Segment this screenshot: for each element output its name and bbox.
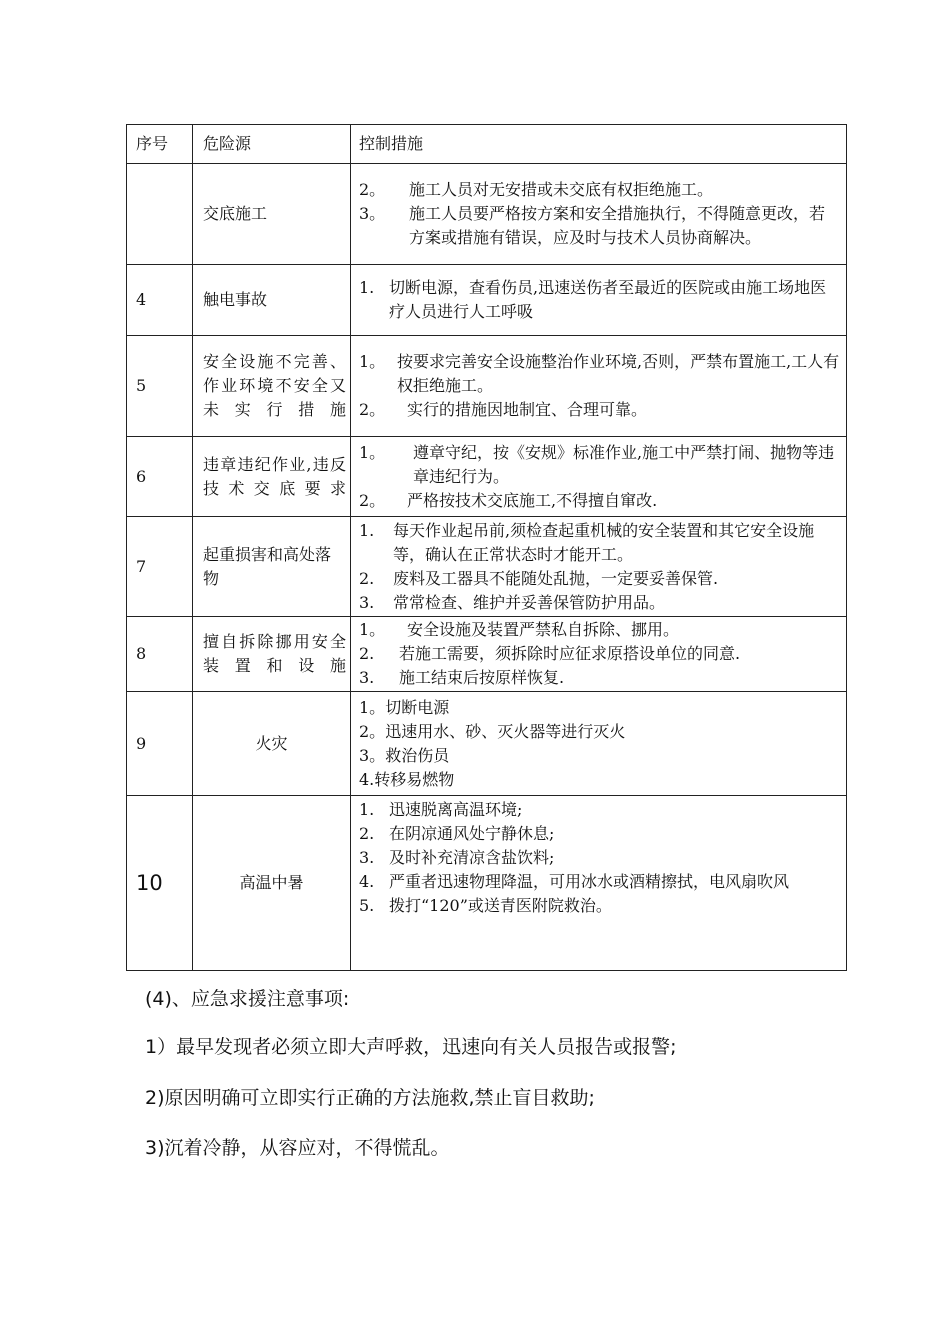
measure-item: 2. 若施工需要，须拆除时应征求原搭设单位的同意. xyxy=(359,644,741,663)
row-hazard: 起重损害和高处落物 xyxy=(193,517,351,617)
row-hazard: 违章违纪作业,违反技术交底要求 xyxy=(193,437,351,517)
measure-item: 2. 在阴凉通风处宁静休息; xyxy=(359,824,555,843)
measure-item: 5. 拨打“120”或送青医附院救治。 xyxy=(359,896,612,915)
measure-item: 4. 转移易燃物 xyxy=(359,769,455,789)
table-header-row xyxy=(127,125,847,164)
hazard-control-table xyxy=(126,124,847,971)
note-item: 2)原因明确可立即实行正确的方法施救,禁止盲目救助; xyxy=(145,1087,595,1109)
row-measures xyxy=(351,692,847,796)
measure-item: 1. 迅速脱离高温环境; xyxy=(359,800,523,819)
row-number: 8 xyxy=(127,617,193,692)
table-row xyxy=(127,336,847,437)
measure-item: 1。 切断电源 xyxy=(359,697,450,717)
header-hazard: 危险源 xyxy=(193,125,351,164)
row-number xyxy=(127,164,193,265)
measure-item: 3. 常常检查、维护并妥善保管防护用品。 xyxy=(359,592,666,612)
measure-item: 1。 安全设施及装置严禁私自拆除、挪用。 xyxy=(359,620,680,639)
row-measures xyxy=(351,437,847,517)
row-number: 7 xyxy=(127,517,193,617)
measure-item: 2。 实行的措施因地制宜、合理可靠。 xyxy=(359,400,648,419)
row-measures xyxy=(351,164,847,265)
notes-heading: (4)、应急求援注意事项: xyxy=(145,988,350,1010)
note-item: 3)沉着冷静，从容应对，不得慌乱。 xyxy=(145,1137,450,1159)
header-serial: 序号 xyxy=(127,125,193,164)
row-hazard: 安全设施不完善、作业环境不安全又未实行措施 xyxy=(193,336,351,437)
table-row xyxy=(127,617,847,692)
row-number: 6 xyxy=(127,437,193,517)
table-row xyxy=(127,517,847,617)
row-hazard: 触电事故 xyxy=(193,265,351,336)
table-row xyxy=(127,692,847,796)
row-hazard: 高温中暑 xyxy=(193,796,351,971)
table-row xyxy=(127,164,847,265)
measure-item: 3。 施工人员要严格按方案和安全措施执行，不得随意更改，若方案或措施有错误，应及时与技术人员协商解决。 xyxy=(359,204,826,247)
measure-item: 2。 施工人员对无安措或未交底有权拒绝施工。 xyxy=(359,180,714,199)
measure-item: 3. 及时补充清凉含盐饮料; xyxy=(359,848,555,867)
row-hazard: 交底施工 xyxy=(193,164,351,265)
measure-item: 1. 每天作业起吊前,须检查起重机械的安全装置和其它安全设施等，确认在正常状态时才能开工。 xyxy=(359,520,815,564)
row-measures xyxy=(351,517,847,617)
row-measures xyxy=(351,265,847,336)
row-number: 4 xyxy=(127,265,193,336)
table-row xyxy=(127,437,847,517)
measure-item: 4. 严重者迅速物理降温，可用冰水或酒精擦拭，电风扇吹风 xyxy=(359,872,790,891)
row-measures xyxy=(351,796,847,971)
note-item: 1）最早发现者必须立即大声呼救，迅速向有关人员报告或报警; xyxy=(145,1036,677,1058)
row-hazard: 擅自拆除挪用安全装置和设施 xyxy=(193,617,351,692)
measure-item: 2。 迅速用水、砂、灭火器等进行灭火 xyxy=(359,721,626,741)
measure-item: 1。 按要求完善安全设施整治作业环境,否则，严禁布置施工,工人有权拒绝施工。 xyxy=(359,352,840,395)
header-measures: 控制措施 xyxy=(351,125,847,164)
row-hazard: 火灾 xyxy=(193,692,351,796)
measure-item: 1. 切断电源，查看伤员,迅速送伤者至最近的医院或由施工场地医疗人员进行人工呼吸 xyxy=(359,278,827,321)
measure-item: 3. 施工结束后按原样恢复. xyxy=(359,668,565,687)
row-number: 9 xyxy=(127,692,193,796)
row-number: 10 xyxy=(127,796,193,971)
table-row xyxy=(127,796,847,971)
row-measures xyxy=(351,617,847,692)
table-row xyxy=(127,265,847,336)
measure-item: 2。 严格按技术交底施工,不得擅自窜改. xyxy=(359,490,658,510)
row-number: 5 xyxy=(127,336,193,437)
row-measures xyxy=(351,336,847,437)
measure-item: 2. 废料及工器具不能随处乱抛，一定要妥善保管. xyxy=(359,568,719,588)
measure-item: 3。 救治伤员 xyxy=(359,745,450,765)
measure-item: 1。 遵章守纪，按《安规》标准作业,施工中严禁打闹、抛物等违章违纪行为。 xyxy=(359,442,835,486)
